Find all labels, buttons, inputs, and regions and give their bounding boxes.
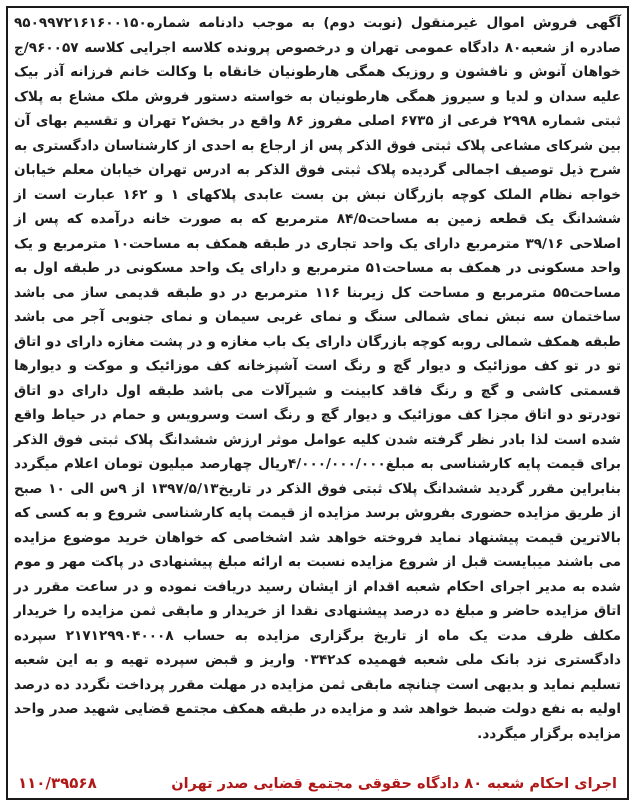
notice-footer (18, 774, 617, 792)
auction-notice (6, 6, 629, 800)
reference-number: ۱۱۰/۳۹۵۶۸ (18, 774, 97, 792)
notice-body-text: آگهی فروش اموال غیرمنقول (نوبت دوم) به موجب دادنامه شماره۹۵۰۹۹۷۲۱۶۱۶۰۰۱۵۰ صادره از شعبه۸۰ دادگاه عمومی تهران و درخصوص پرونده کلاسه اجرایی کلاسه ۹۶۰۰۵۷/ج خواهان آنوش و نافشون و روزیک همگی هارطونیان خانقاه با وکالت خانم فرزانه آذر بیک علیه سدان و لدیا و سیروز همگی هارطونیان به خواسته دستور فروش ملک مشاع به پلاک ثبتی شماره ۲۹۹۸ فرعی از ۶۷۳۵ اصلی مفروز ۸۶ واقع در بخش۲ تهران و تقسیم بهای آن بین شرکای مشاعی پلاک ثبتی فوق الذکر پس از ارجاع به احدی از کارشناسان دادگستری به شرح ذیل توصیف اجمالی گردیده پلاک ثبتی فوق الذکر به ادرس تهران خیابان معلم خیابان خواجه نظام الملک کوچه بازرگان نبش بن بست عابدی پلاکهای ۱ و ۱۶۲ عبارت است از ششدانگ یک قطعه زمین به مساحت۸۴/۵ مترمربع که به صورت خانه درآمده که پس از اصلاحی ۳۹/۱۶ مترمربع دارای یک واحد تجاری در طبقه همکف به مساحت۱۰ مترمربع و یک واحد مسکونی در همکف به مساحت۵۱ مترمربع و دارای یک واحد مسکونی در طبقه اول به مساحت۵۵ مترمربع و مساحت کل زیربنا ۱۱۶ مترمربع در دو طبقه قدیمی ساز می باشد ساختمان سه نبش نمای شمالی سنگ و نمای غربی سیمان و نمای جنوبی آجر می باشد طبقه همکف شمالی روبه کوچه بازرگان دارای یک باب مغازه و در پشت مغازه دارای دو اتاق تو در تو کف موزائیک و دیوار گچ و رنگ است آشپزخانه کف موزائیک و موکت و دیوارها قسمتی کاشی و گچ و رنگ فاقد کابینت و شیرآلات می باشد طبقه اول دارای دو اتاق تودرتو دو اتاق مجزا کف موزائیک و دیوار گچ و رنگ است وسرویس و حمام در حیاط واقع شده است لذا بادر نظر گرفته شدن کلیه عوامل موثر ارزش ششدانگ پلاک ثبتی فوق الذکر برای قیمت پایه کارشناسی به مبلغ۴/۰۰۰/۰۰۰/۰۰۰ریال چهارصد میلیون تومان اعلام میگردد بنابراین مقرر گردید ششدانگ پلاک ثبتی فوق الذکر در تاریخ۱۳۹۷/۵/۱۳ از ۹س الی ۱۰ صبح از طریق مزایده حضوری بفروش برسد مزایده از قیمت پایه کارشناسی شروع و به کسی که بالاترین قیمت پیشنهاد نماید فروخته خواهد شد اشخاصی که خواهان خرید موضوع مزایده می باشند میبایست قبل از شروع مزایده نسبت به ارائه مبلغ پیشنهادی در پاکت مهر و موم شده به مدیر اجرای احکام شعبه اقدام از ایشان رسید دریافت نموده و در ساعت مقرر در اتاق مزایده حاضر و مبلغ ده درصد پیشنهادی نقدا از خریدار و مابقی ثمن مزایده را خریدار مکلف ظرف مدت یک ماه از تاریخ برگزاری مزایده به حساب ۲۱۷۱۲۹۹۰۴۰۰۰۸ سپرده دادگستری نزد بانک ملی شعبه فهمیده کد۰۳۴۲ واریز و قبض سپرده تهیه و به این شعبه تسلیم نماید و بدیهی است چنانچه مابقی ثمن مزایده در مهلت مقرر پرداخت نگردد ده درصد اولیه به نفع دولت ضبط خواهد شد و مزایده در طبقه همکف مجتمع قضایی شهید صدر واحد مزایده برگزار میگردد. (14, 15, 621, 742)
issuer-signature: اجرای احکام شعبه ۸۰ دادگاه حقوقی مجتمع قضایی صدر تهران (171, 776, 617, 792)
